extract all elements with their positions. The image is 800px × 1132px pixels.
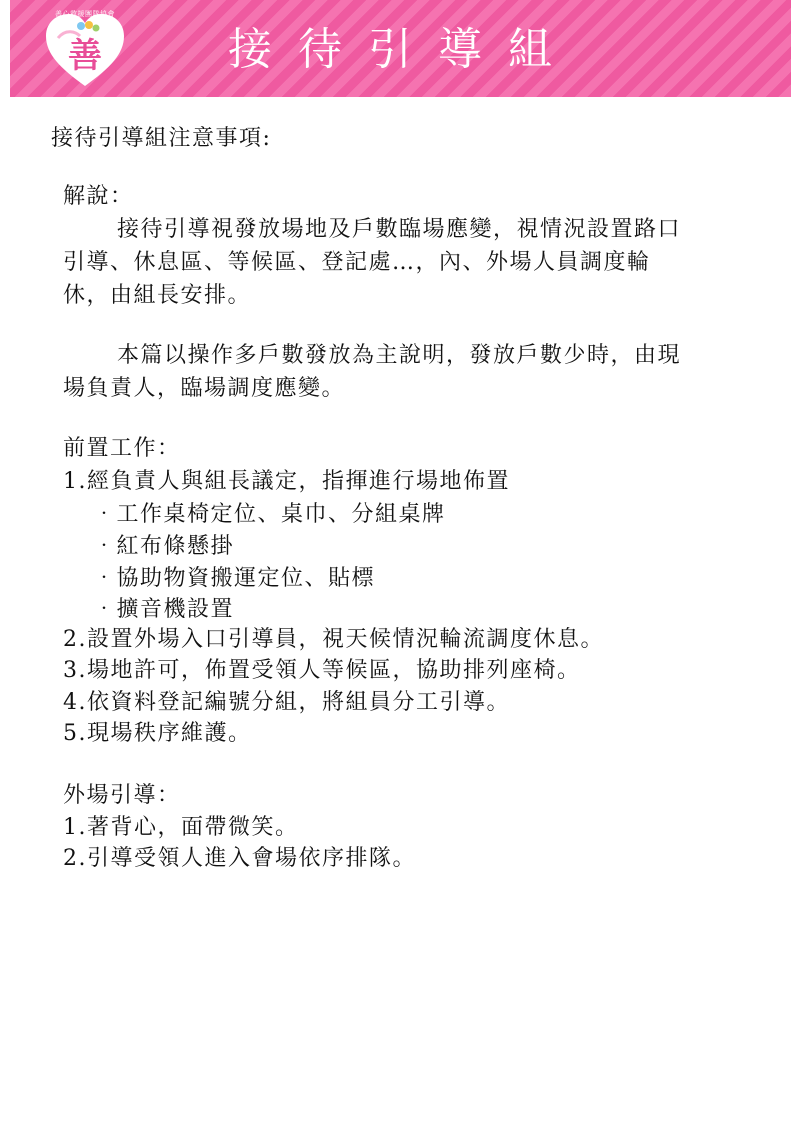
explain-p2-line: 場負責人，臨場調度應變。 xyxy=(63,376,346,401)
prep-subitem: ‧紅布條懸掛 xyxy=(93,534,235,559)
prep-label: 前置工作： xyxy=(63,436,181,461)
prep-item: 4.依資料登記編號分組，將組員分工引導。 xyxy=(63,690,510,715)
prep-subitem: ‧工作桌椅定位、桌巾、分組桌牌 xyxy=(93,502,446,527)
prep-item: 3.場地許可，佈置受領人等候區，協助排列座椅。 xyxy=(63,658,581,683)
prep-item: 2.設置外場入口引導員，視天候情況輪流調度休息。 xyxy=(63,627,604,652)
outside-item: 1.著背心，面帶微笑。 xyxy=(63,815,299,840)
explain-p1-line: 引導、休息區、等候區、登記處…，內、外場人員調度輪 xyxy=(63,250,651,275)
prep-subitem: ‧協助物資搬運定位、貼標 xyxy=(93,566,376,591)
document-heading: 接待引導組注意事項: xyxy=(51,126,272,151)
logo-character: 善 xyxy=(68,36,102,76)
header-banner xyxy=(10,0,791,97)
logo-caption: 善心救援團隊協會 xyxy=(55,10,115,18)
explain-p2-line: 本篇以操作多戶數發放為主說明，發放戶數少時，由現 xyxy=(117,343,682,368)
explain-p1-line: 休，由組長安排。 xyxy=(63,283,252,308)
outside-item: 2.引導受領人進入會場依序排隊。 xyxy=(63,846,416,871)
outside-label: 外場引導： xyxy=(63,783,181,808)
prep-item: 1.經負責人與組長議定，指揮進行場地佈置 xyxy=(63,469,510,494)
explain-p1-line: 接待引導視發放場地及戶數臨場應變，視情況設置路口 xyxy=(117,217,682,242)
explain-label: 解說： xyxy=(63,184,134,209)
prep-item: 5.現場秩序維護。 xyxy=(63,721,252,746)
prep-subitem: ‧擴音機設置 xyxy=(93,597,235,622)
page-title: 接待引導組 xyxy=(228,24,578,75)
